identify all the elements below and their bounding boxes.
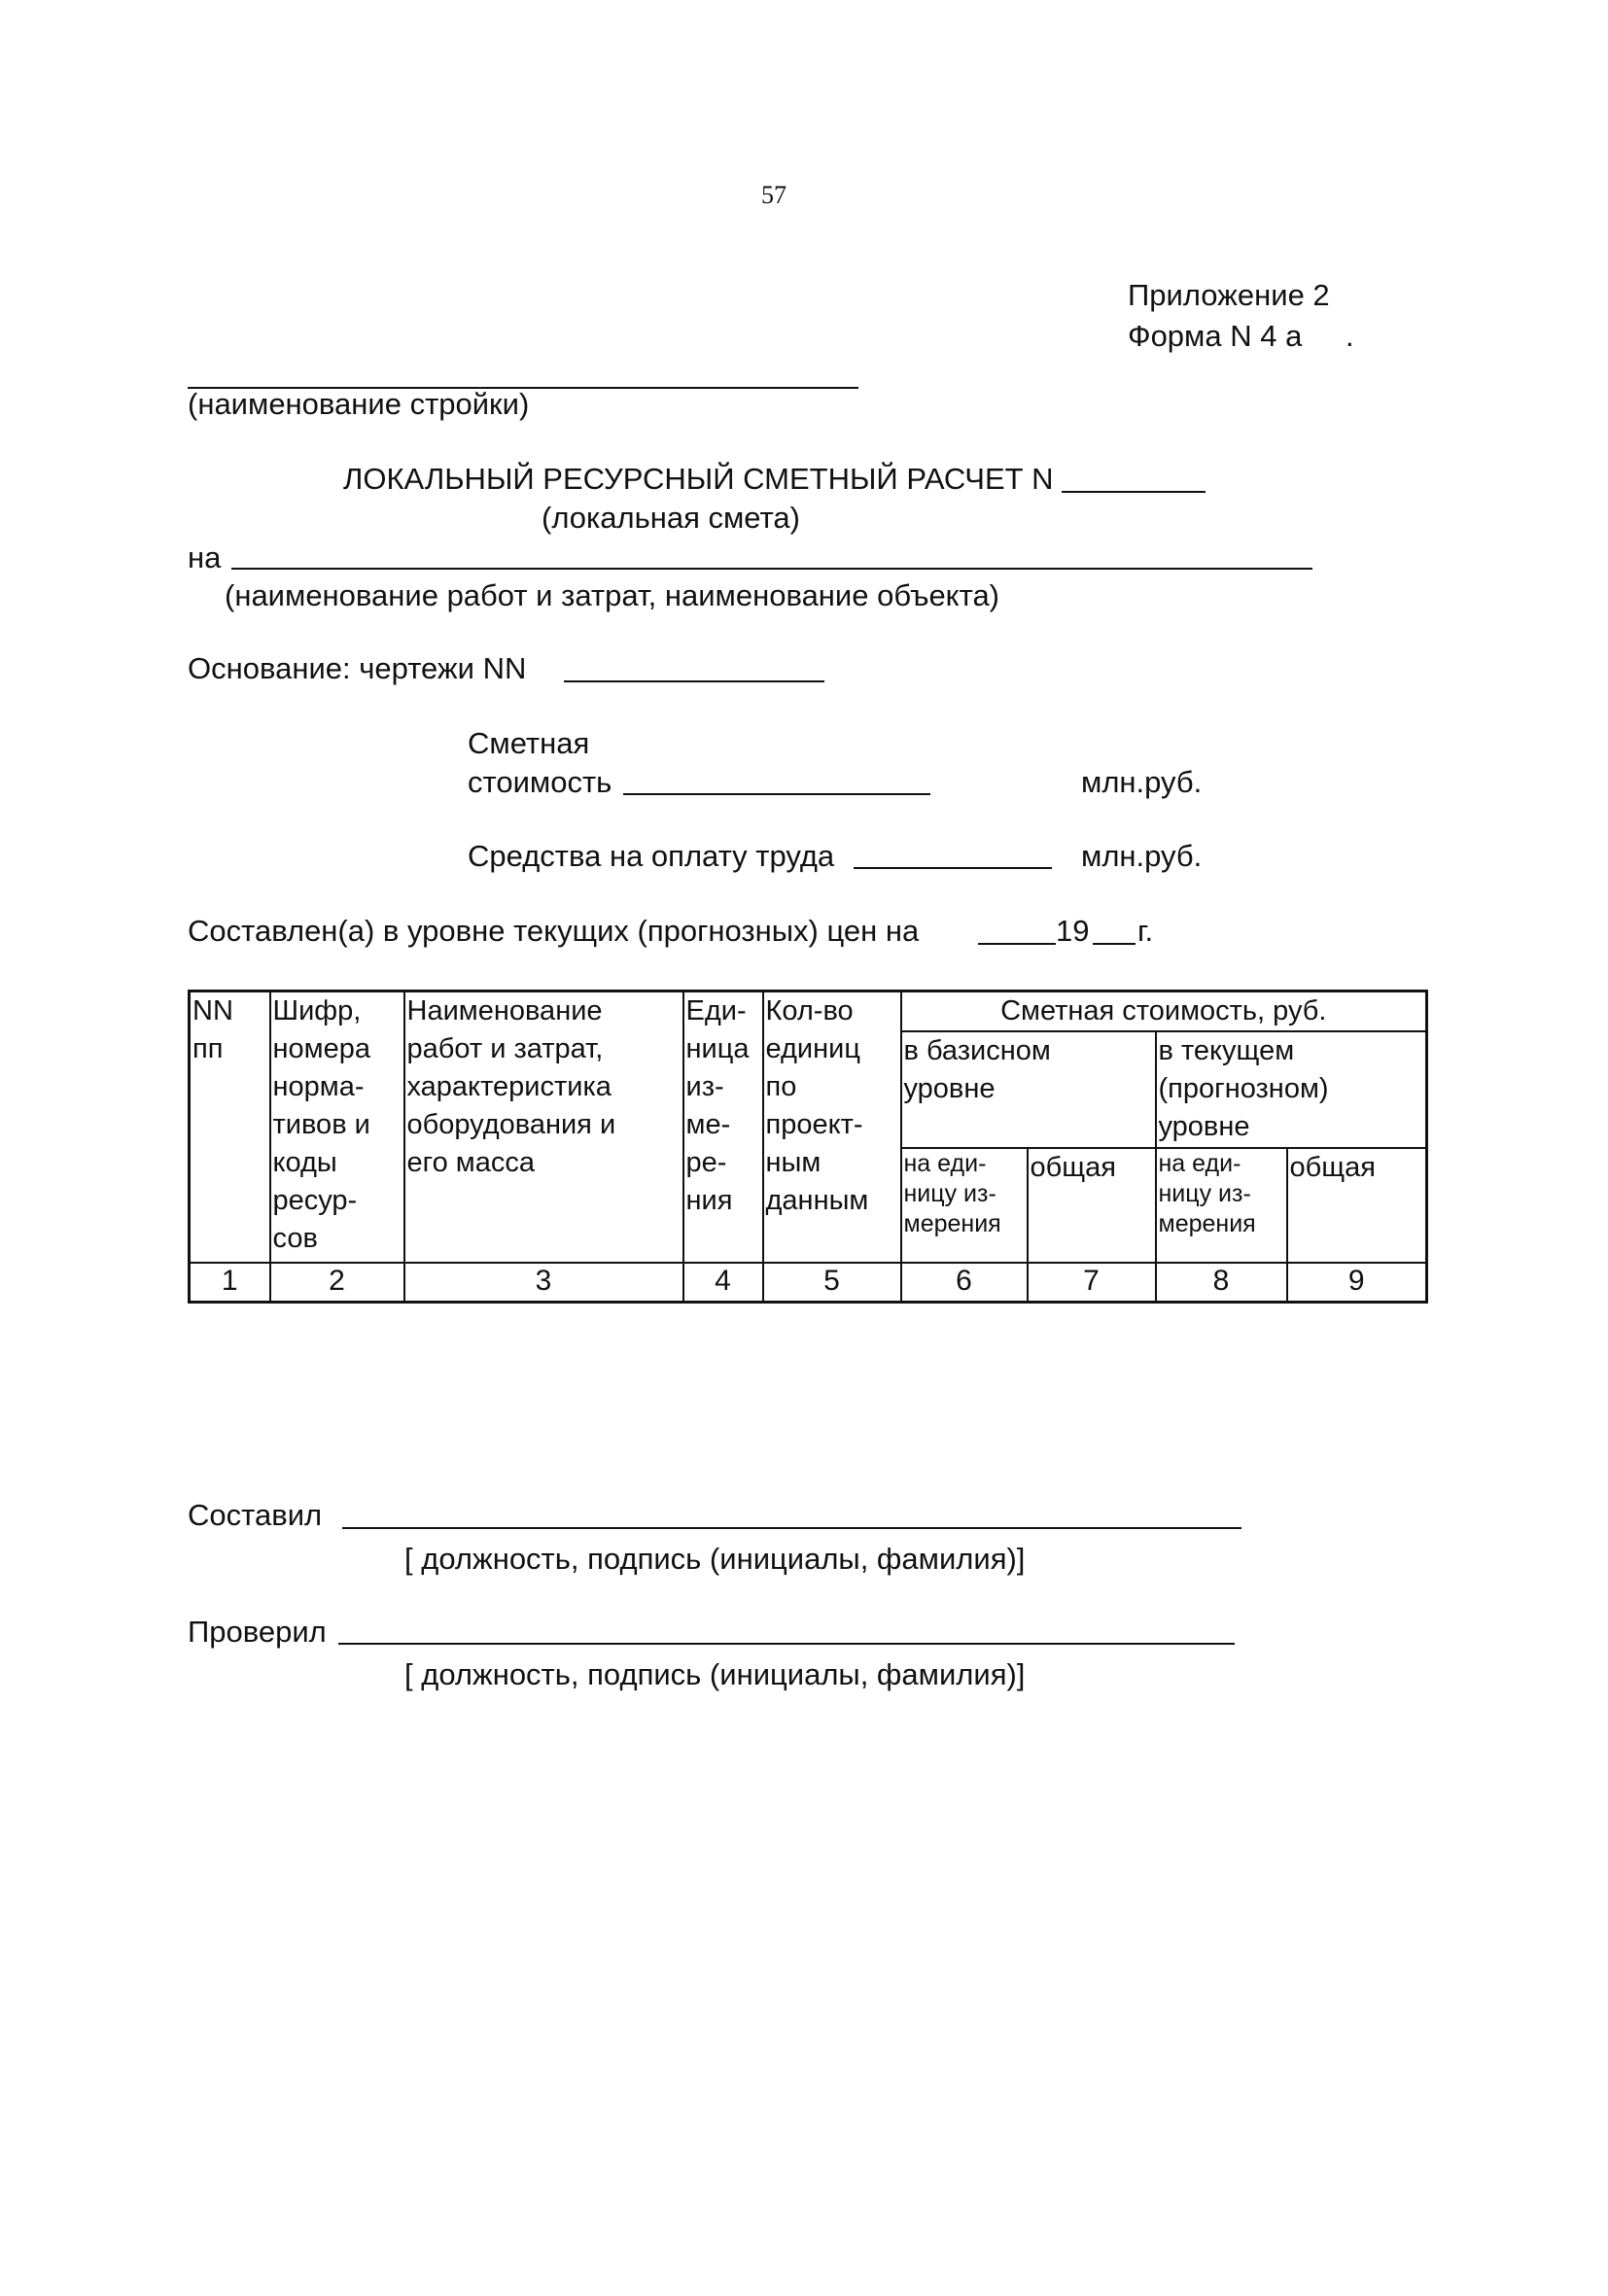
estimate-unit: млн.руб. — [1081, 765, 1203, 799]
price-date-line — [978, 943, 1056, 945]
header-nn: NN пп — [190, 991, 270, 1264]
resource-estimate-table — [188, 990, 1428, 1304]
header-base-total: общая — [1028, 1148, 1156, 1263]
compiled-by-line — [342, 1527, 1241, 1529]
checked-by-caption: [ должность, подпись (инициалы, фамилия)] — [404, 1657, 1026, 1691]
compiled-by-caption: [ должность, подпись (инициалы, фамилия)] — [404, 1542, 1026, 1576]
price-level-label: Составлен(а) в уровне текущих (прогнозных) цен на — [188, 914, 920, 948]
header-name: Наименование работ и затрат, характеристика оборудования и его масса — [404, 991, 683, 1264]
appendix-label: Приложение 2 — [1128, 278, 1330, 312]
column-number: 5 — [763, 1263, 901, 1302]
header-base-level: в базисном уровне — [901, 1031, 1156, 1148]
form-label: Форма N 4 а — [1128, 319, 1303, 353]
column-number: 9 — [1287, 1263, 1427, 1302]
header-quantity: Кол-во единиц по проект- ным данным — [763, 991, 901, 1264]
compiled-by-label: Составил — [188, 1498, 323, 1532]
header-current-total: общая — [1287, 1148, 1427, 1263]
column-number: 4 — [683, 1263, 763, 1302]
column-number: 2 — [270, 1263, 404, 1302]
header-base-per-unit: на еди- ницу из- мерения — [901, 1148, 1028, 1263]
column-number: 7 — [1028, 1263, 1156, 1302]
header-current-level: в текущем (прогнозном) уровне — [1156, 1031, 1427, 1148]
on-label: на — [188, 540, 222, 574]
estimate-label-line1: Сметная — [468, 726, 590, 760]
document-title: ЛОКАЛЬНЫЙ РЕСУРСНЫЙ СМЕТНЫЙ РАСЧЕТ N — [343, 462, 1054, 496]
header-current-per-unit: на еди- ницу из- мерения — [1156, 1148, 1287, 1263]
wages-label: Средства на оплату труда — [468, 839, 835, 873]
wages-unit: млн.руб. — [1081, 839, 1203, 873]
column-number: 1 — [190, 1263, 270, 1302]
form-dot: . — [1346, 319, 1354, 353]
header-code: Шифр, номера норма- тивов и коды ресур- сов — [270, 991, 404, 1264]
column-number: 3 — [404, 1263, 683, 1302]
checked-by-line — [338, 1643, 1235, 1645]
checked-by-label: Проверил — [188, 1615, 327, 1649]
document-subtitle: (локальная смета) — [542, 501, 800, 535]
object-name-line — [231, 568, 1312, 570]
title-number-line — [1062, 491, 1206, 493]
drawings-line — [564, 680, 824, 682]
object-caption: (наименование работ и затрат, наименование объекта) — [225, 578, 1000, 612]
page-number: 57 — [761, 181, 787, 209]
estimate-label-line2: стоимость — [468, 765, 612, 799]
wages-value-line — [854, 867, 1052, 869]
construction-caption: (наименование стройки) — [188, 387, 530, 421]
basis-label: Основание: чертежи NN — [188, 651, 527, 685]
header-cost-group: Сметная стоимость, руб. — [901, 991, 1427, 1032]
estimate-value-line — [623, 793, 930, 795]
price-year-line — [1093, 943, 1136, 945]
price-year-prefix: 19 — [1056, 914, 1090, 948]
column-number: 8 — [1156, 1263, 1287, 1302]
column-number: 6 — [901, 1263, 1028, 1302]
header-unit: Еди- ница из- ме- ре- ния — [683, 991, 763, 1264]
price-year-suffix: г. — [1137, 914, 1154, 948]
